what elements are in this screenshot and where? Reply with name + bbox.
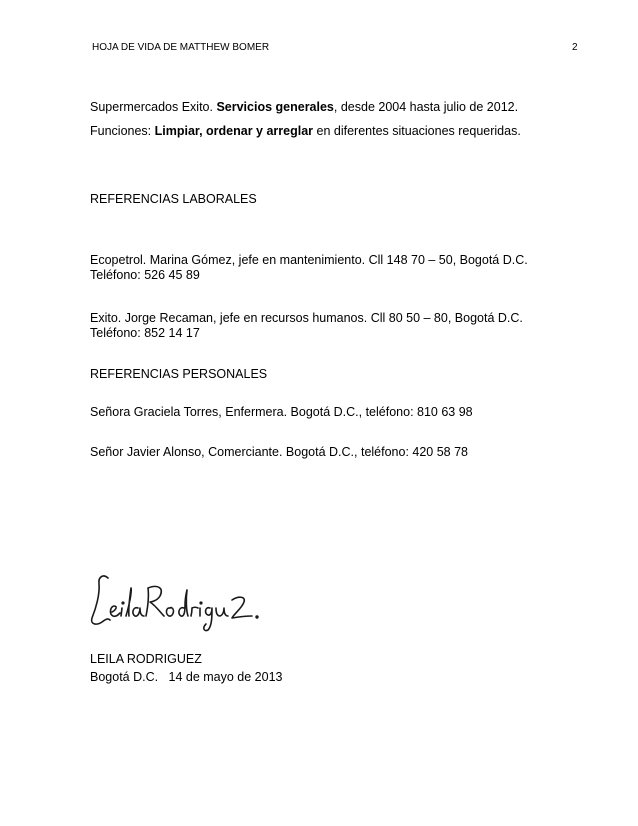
- work-reference-2-line1: Exito. Jorge Recaman, jefe en recursos humanos. Cll 80 50 – 80, Bogotá D.C.: [90, 311, 523, 325]
- functions-context: en diferentes situaciones requeridas.: [313, 124, 521, 138]
- signatory-name: LEILA RODRIGUEZ: [90, 652, 202, 666]
- functions-label: Funciones:: [90, 124, 155, 138]
- place-and-date: Bogotá D.C. 14 de mayo de 2013: [90, 670, 283, 684]
- experience-role: Servicios generales: [216, 100, 334, 114]
- handwritten-signature: [86, 566, 266, 636]
- personal-reference-1: Señora Graciela Torres, Enfermera. Bogotá D.C., teléfono: 810 63 98: [90, 405, 473, 419]
- functions-duties: Limpiar, ordenar y arreglar: [154, 124, 314, 138]
- experience-period: , desde 2004 hasta julio de 2012.: [333, 100, 519, 114]
- work-reference-2-phone: Teléfono: 852 14 17: [90, 326, 200, 340]
- work-reference-1-phone: Teléfono: 526 45 89: [90, 268, 200, 282]
- personal-reference-2: Señor Javier Alonso, Comerciante. Bogotá D.C., teléfono: 420 58 78: [90, 445, 469, 459]
- work-references-heading: REFERENCIAS LABORALES: [90, 192, 257, 206]
- functions-line: [90, 123, 521, 140]
- experience-line: [90, 99, 518, 116]
- page-number: 2: [572, 42, 578, 53]
- personal-references-heading: REFERENCIAS PERSONALES: [90, 367, 268, 381]
- work-reference-1-line1: Ecopetrol. Marina Gómez, jefe en mantenimiento. Cll 148 70 – 50, Bogotá D.C.: [90, 253, 528, 267]
- page-header-title: HOJA DE VIDA DE MATTHEW BOMER: [92, 42, 270, 53]
- experience-company: Supermercados Exito.: [90, 100, 217, 114]
